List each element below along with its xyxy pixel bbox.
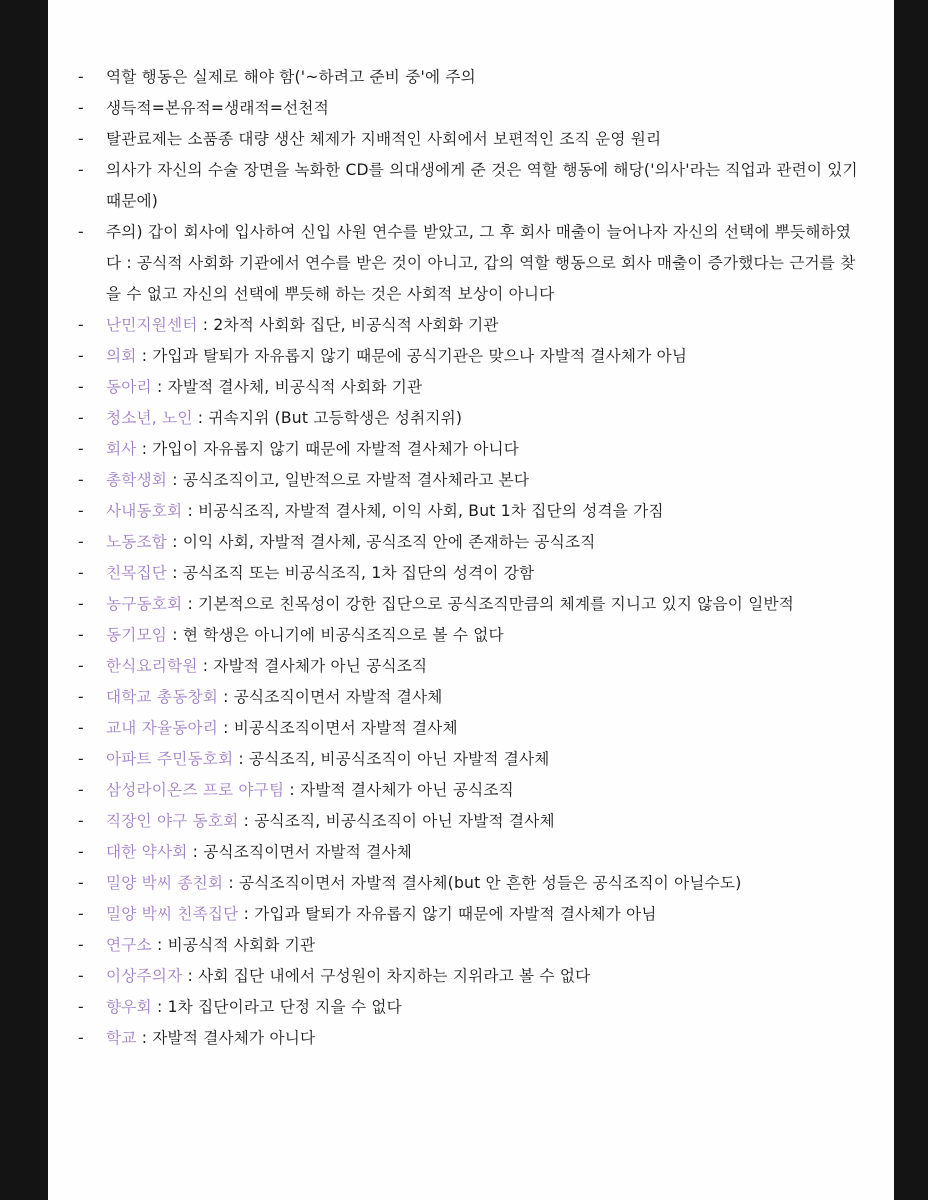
note-text: 생득적=본유적=생래적=선천적 bbox=[106, 99, 329, 117]
note-text: 역할 행동은 실제로 해야 함('~하려고 준비 중'에 주의 bbox=[106, 68, 476, 86]
list-item: - 동아리 : 자발적 결사체, 비공식적 사회화 기관 bbox=[78, 378, 423, 396]
note-text: : 사회 집단 내에서 구성원이 차지하는 지위라고 볼 수 없다 bbox=[182, 967, 591, 985]
term-label: 한식요리학원 bbox=[106, 657, 198, 675]
term-label: 학교 bbox=[106, 1029, 137, 1047]
term-label: 노동조합 bbox=[106, 533, 168, 551]
list-item: - 교내 자율동아리 : 비공식조직이면서 자발적 결사체 bbox=[78, 719, 458, 737]
list-item: - 생득적=본유적=생래적=선천적 bbox=[78, 99, 329, 117]
term-label: 청소년, 노인 bbox=[106, 409, 193, 427]
term-label: 아파트 주민동호회 bbox=[106, 750, 234, 768]
list-item: - 농구동호회 : 기본적으로 친목성이 강한 집단으로 공식조직만큼의 체계를 지니고 있지 않음이 일반적 bbox=[78, 595, 794, 613]
list-item: - 친목집단 : 공식조직 또는 비공식조직, 1차 집단의 성격이 강함 bbox=[78, 564, 535, 582]
list-item: - 난민지원센터 : 2차적 사회화 집단, 비공식적 사회화 기관 bbox=[78, 316, 499, 334]
document-page bbox=[48, 0, 894, 1200]
list-item: - 학교 : 자발적 결사체가 아니다 bbox=[78, 1029, 316, 1047]
list-item: - 대학교 총동창회 : 공식조직이면서 자발적 결사체 bbox=[78, 688, 443, 706]
term-label: 농구동호회 bbox=[106, 595, 183, 613]
note-text: : 가입과 탈퇴가 자유롭지 않기 때문에 자발적 결사체가 아님 bbox=[238, 905, 657, 923]
note-text: : 비공식조직, 자발적 결사체, 이익 사회, But 1차 집단의 성격을 가짐 bbox=[182, 502, 664, 520]
list-item: - 동기모임 : 현 학생은 아니기에 비공식조직으로 볼 수 없다 bbox=[78, 626, 504, 644]
list-item: - 의사가 자신의 수술 장면을 녹화한 CD를 의대생에게 준 것은 역할 행동에 해당('의사'라는 직업과 관련이 있기 때문에) bbox=[78, 161, 858, 210]
note-text: : 2차적 사회화 집단, 비공식적 사회화 기관 bbox=[197, 316, 499, 334]
term-label: 이상주의자 bbox=[106, 967, 183, 985]
note-text: : 자발적 결사체가 아니다 bbox=[136, 1029, 316, 1047]
list-item: - 탈관료제는 소품종 대량 생산 체제가 지배적인 사회에서 보편적인 조직 운영 원리 bbox=[78, 130, 662, 148]
list-item: - 노동조합 : 이익 사회, 자발적 결사체, 공식조직 안에 존재하는 공식조직 bbox=[78, 533, 596, 551]
note-text: 탈관료제는 소품종 대량 생산 체제가 지배적인 사회에서 보편적인 조직 운영 원리 bbox=[106, 130, 662, 148]
list-item: - 역할 행동은 실제로 해야 함('~하려고 준비 중'에 주의 bbox=[78, 68, 476, 86]
list-item: - 한식요리학원 : 자발적 결사체가 아닌 공식조직 bbox=[78, 657, 428, 675]
term-label: 총학생회 bbox=[106, 471, 168, 489]
list-item: - 이상주의자 : 사회 집단 내에서 구성원이 차지하는 지위라고 볼 수 없다 bbox=[78, 967, 591, 985]
term-label: 동아리 bbox=[106, 378, 152, 396]
term-label: 향우회 bbox=[106, 998, 152, 1016]
note-text: 주의) 갑이 회사에 입사하여 신입 사원 연수를 받았고, 그 후 회사 매출이 늘어나자 자신의 선택에 뿌듯해하였다 : 공식적 사회화 기관에서 연수를 받은 것이 아니고, 갑의 역할 행동으로 회사 매출이 증가했다는 근거를 찾을 수 없고 자신의 선택에 뿌듯해 하는 것은 사회적 보상이 아니다 bbox=[106, 223, 856, 303]
list-item: - 의회 : 가입과 탈퇴가 자유롭지 않기 때문에 공식기관은 맞으나 자발적 결사체가 아님 bbox=[78, 347, 688, 365]
term-label: 친목집단 bbox=[106, 564, 168, 582]
list-item: - 직장인 야구 동호회 : 공식조직, 비공식조직이 아닌 자발적 결사체 bbox=[78, 812, 555, 830]
note-text: : 공식조직이면서 자발적 결사체(but 안 흔한 성들은 공식조직이 아닐수도) bbox=[223, 874, 742, 892]
note-text: : 귀속지위 (But 고등학생은 성취지위) bbox=[192, 409, 463, 427]
list-item: - 청소년, 노인 : 귀속지위 (But 고등학생은 성취지위) bbox=[78, 409, 463, 427]
term-label: 회사 bbox=[106, 440, 137, 458]
note-text: : 공식조직, 비공식조직이 아닌 자발적 결사체 bbox=[238, 812, 555, 830]
list-item: - 향우회 : 1차 집단이라고 단정 지을 수 없다 bbox=[78, 998, 402, 1016]
term-label: 교내 자율동아리 bbox=[106, 719, 219, 737]
list-item: - 삼성라이온즈 프로 야구팀 : 자발적 결사체가 아닌 공식조직 bbox=[78, 781, 514, 799]
list-item: - 밀양 박씨 친족집단 : 가입과 탈퇴가 자유롭지 않기 때문에 자발적 결사체가 아님 bbox=[78, 905, 657, 923]
list-item: - 대한 약사회 : 공식조직이면서 자발적 결사체 bbox=[78, 843, 412, 861]
list-item: - 아파트 주민동호회 : 공식조직, 비공식조직이 아닌 자발적 결사체 bbox=[78, 750, 550, 768]
list-item: - 주의) 갑이 회사에 입사하여 신입 사원 연수를 받았고, 그 후 회사 매출이 늘어나자 자신의 선택에 뿌듯해하였다 : 공식적 사회화 기관에서 연수를 받은 것이 아니고, 갑의 역할 행동으로 회사 매출이 증가했다는 근거를 찾을 수 없고 자신의 선택에 뿌듯해 하는 것은 사회적 보상이 아니다 bbox=[78, 223, 856, 303]
list-item: - 사내동호회 : 비공식조직, 자발적 결사체, 이익 사회, But 1차 집단의 성격을 가짐 bbox=[78, 502, 664, 520]
note-text: : 현 학생은 아니기에 비공식조직으로 볼 수 없다 bbox=[167, 626, 504, 644]
term-label: 대한 약사회 bbox=[106, 843, 188, 861]
note-text: : 가입과 탈퇴가 자유롭지 않기 때문에 공식기관은 맞으나 자발적 결사체가 아님 bbox=[136, 347, 688, 365]
note-text: : 가입이 자유롭지 않기 때문에 자발적 결사체가 아니다 bbox=[136, 440, 520, 458]
term-label: 동기모임 bbox=[106, 626, 168, 644]
note-text: : 1차 집단이라고 단정 지을 수 없다 bbox=[151, 998, 402, 1016]
note-text: : 공식조직 또는 비공식조직, 1차 집단의 성격이 강함 bbox=[167, 564, 535, 582]
list-item: - 연구소 : 비공식적 사회화 기관 bbox=[78, 936, 316, 954]
note-text: : 자발적 결사체, 비공식적 사회화 기관 bbox=[151, 378, 423, 396]
note-text: : 공식조직이면서 자발적 결사체 bbox=[218, 688, 443, 706]
term-label: 대학교 총동창회 bbox=[106, 688, 219, 706]
note-text: : 기본적으로 친목성이 강한 집단으로 공식조직만큼의 체계를 지니고 있지 않음이 일반적 bbox=[182, 595, 794, 613]
note-text: : 자발적 결사체가 아닌 공식조직 bbox=[284, 781, 514, 799]
term-label: 연구소 bbox=[106, 936, 152, 954]
term-label: 삼성라이온즈 프로 야구팀 bbox=[106, 781, 285, 799]
list-item: - 밀양 박씨 종친회 : 공식조직이면서 자발적 결사체(but 안 흔한 성들은 공식조직이 아닐수도) bbox=[78, 874, 742, 892]
note-text: : 비공식조직이면서 자발적 결사체 bbox=[218, 719, 458, 737]
term-label: 직장인 야구 동호회 bbox=[106, 812, 239, 830]
term-label: 의회 bbox=[106, 347, 137, 365]
notes-list bbox=[78, 62, 862, 1054]
note-text: : 공식조직, 비공식조직이 아닌 자발적 결사체 bbox=[233, 750, 550, 768]
term-label: 밀양 박씨 친족집단 bbox=[106, 905, 239, 923]
note-text: : 공식조직이고, 일반적으로 자발적 결사체라고 본다 bbox=[167, 471, 530, 489]
term-label: 밀양 박씨 종친회 bbox=[106, 874, 224, 892]
term-label: 난민지원센터 bbox=[106, 316, 198, 334]
note-text: : 공식조직이면서 자발적 결사체 bbox=[187, 843, 412, 861]
note-text: : 이익 사회, 자발적 결사체, 공식조직 안에 존재하는 공식조직 bbox=[167, 533, 596, 551]
term-label: 사내동호회 bbox=[106, 502, 183, 520]
note-text: : 자발적 결사체가 아닌 공식조직 bbox=[197, 657, 428, 675]
list-item: - 총학생회 : 공식조직이고, 일반적으로 자발적 결사체라고 본다 bbox=[78, 471, 530, 489]
note-text: : 비공식적 사회화 기관 bbox=[151, 936, 316, 954]
list-item: - 회사 : 가입이 자유롭지 않기 때문에 자발적 결사체가 아니다 bbox=[78, 440, 520, 458]
note-text: 의사가 자신의 수술 장면을 녹화한 CD를 의대생에게 준 것은 역할 행동에 해당('의사'라는 직업과 관련이 있기 때문에) bbox=[106, 161, 858, 210]
